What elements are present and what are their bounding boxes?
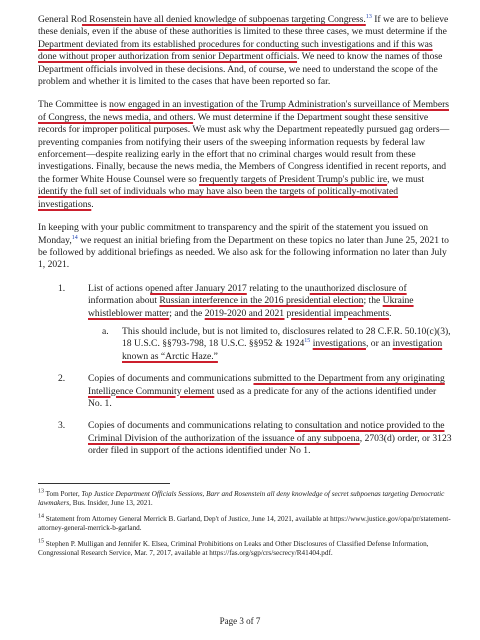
text: ; the [363,295,383,307]
highlight-underline: 2019-2020 and 2021 presidential impeachments [204,307,390,319]
highlight-underline: now engaged in an investigation of the Trump Administration's surveillance of Members of Congress, the news media, and others [38,99,450,123]
list-item-text [88,283,452,320]
paragraph-2 [38,99,452,211]
highlight-underline: nauthorized disclosure of [309,282,407,294]
highlight-underline: submitted to the Department from any originating Intelligence Community element [88,373,445,397]
text: General Ro [38,14,82,25]
text: Tom Porter, [44,490,82,498]
footnote-number: 13 [38,488,44,495]
footnote-ref-14[interactable]: 14 [71,234,78,241]
list-item-1 [38,283,452,363]
list-item-text [88,420,452,457]
footnote-number: 15 [38,538,44,545]
list-item-3 [38,420,452,457]
paragraph-3 [38,222,452,272]
highlight-underline: Department deviated from its established procedures for conducting such investigations and if this was done without proper authorization from senior Department officials [38,38,433,63]
text: Stephen P. Mulligan and Jennifer K. Elsea, Criminal Prohibitions on Leaks and Other Disclosures of Classified Defense Information, Congressional Research Service, Mar. 7, 2017, available at https://fas.org/sgp/crs/secrecy/R41404.pdf. [38,539,429,558]
text: used as a predicate for any of the actions identified under No. 1. [88,385,437,409]
highlight-underline: Ukraine whistleblower matter [88,295,414,319]
text: , Bus. Insider, June 13, 2021. [69,499,153,508]
footnote-number: 14 [38,513,44,520]
highlight-underline: frequently targets of President Trump's public ire [199,173,388,185]
text: Copies of documents and communications relating to [88,420,296,432]
list-number: 2. [58,373,66,385]
text: information about [88,295,160,307]
text: , or an [366,338,393,350]
footnote-ref-15[interactable]: 15 [304,338,311,345]
footnote-15 [38,540,452,559]
text: we request an initial briefing from the Department on these topics no later than June 25, 2021 to be followed by additional briefings as needed. We also ask for the following information no later than July 1, 2021. [38,234,449,271]
text: Statement from Attorney General Merrick B. Garland, Dep't of Justice, June 14, 2021, available at https://www.justice.gov/opa/pr/statement-attorney-general-merrick-b-garland. [38,514,451,533]
list-item-text [88,373,452,410]
highlight-underline: Russian interference in the 2016 presidential election [159,295,364,307]
text: relating to the u [246,282,310,294]
article-title: Top Justice Department Officials Sessions, Barr and Rosenstein all deny knowledge of secret subpoenas targeting Democratic lawmakers [38,490,445,508]
request-list [38,283,452,458]
text: If we are to believe these denials, even if the abuse of these authorities is limited to these three cases, we must determine if the [38,14,449,38]
text: Copies of documents and communications [88,373,254,385]
highlight-underline: d Rosenstein have all denied knowledge of subpoenas targeting Congress. [81,14,366,25]
text: In keeping with your public commitment to transparency and the spirit of the statement you issued on Monday, [38,222,429,246]
text: , we must [387,173,425,185]
text: List of actions o [88,282,151,294]
list-number: 3. [58,420,66,432]
text: . We need to know the names of those Department officials involved in these decisions. And, of course, we need to understand the scope of the problem and whether it is limited to the cases that have been reported so far. [38,51,443,88]
footnote-14 [38,515,452,534]
text: The Committee is [38,99,110,111]
page-number: Page 3 of 7 [219,616,261,626]
highlight-underline: investigation known as “Arctic Haze.” [122,338,443,362]
list-number: 1. [58,282,66,294]
footnote-13 [38,490,452,509]
sub-item-text [116,326,452,363]
highlight-underline: consultation and notice provided to the Criminal Division of the authorization of the issuance of any subpoena [88,420,445,444]
paragraph-1 [38,14,452,88]
list-item-2 [38,373,452,410]
footnote-ref-13[interactable]: 13 [365,13,372,20]
sub-item-letter: a. [102,325,109,337]
text: ; and the [169,307,205,319]
highlight-underline: pened after January 2017 [150,282,247,294]
text: , 2703(d) order, or 3123 order filed in support of the actions identified under No 1. [88,432,452,457]
text: This should include, but is not limited to, disclosures related to 28 C.F.R. 50.10(c)(3), 18 U.S.C. §§793-798, 18 U.S.C. §§952 & 1924 [122,325,451,350]
text: . [389,307,392,319]
text: . We must determine if the Department sought these sensitive records for improper political purposes. We must ask why the Department repeatedly pursued gag orders—preventing companies from notifying their users of the sweeping information requests by federal law enforcement—despite realizing early in the effort that no criminal charges would result from these investigations. Finally, because the news media, the Members of Congress identified in recent reports, and the former White House Counsel were so [38,111,450,185]
sub-item-a [88,326,452,363]
highlight-underline: investigations [312,338,366,350]
footnotes [38,490,452,564]
text: . [91,198,94,210]
footnote-divider [38,483,170,484]
highlight-underline: identify the full set of individuals who may have also been the targets of politically-motivated investigations [38,186,399,210]
